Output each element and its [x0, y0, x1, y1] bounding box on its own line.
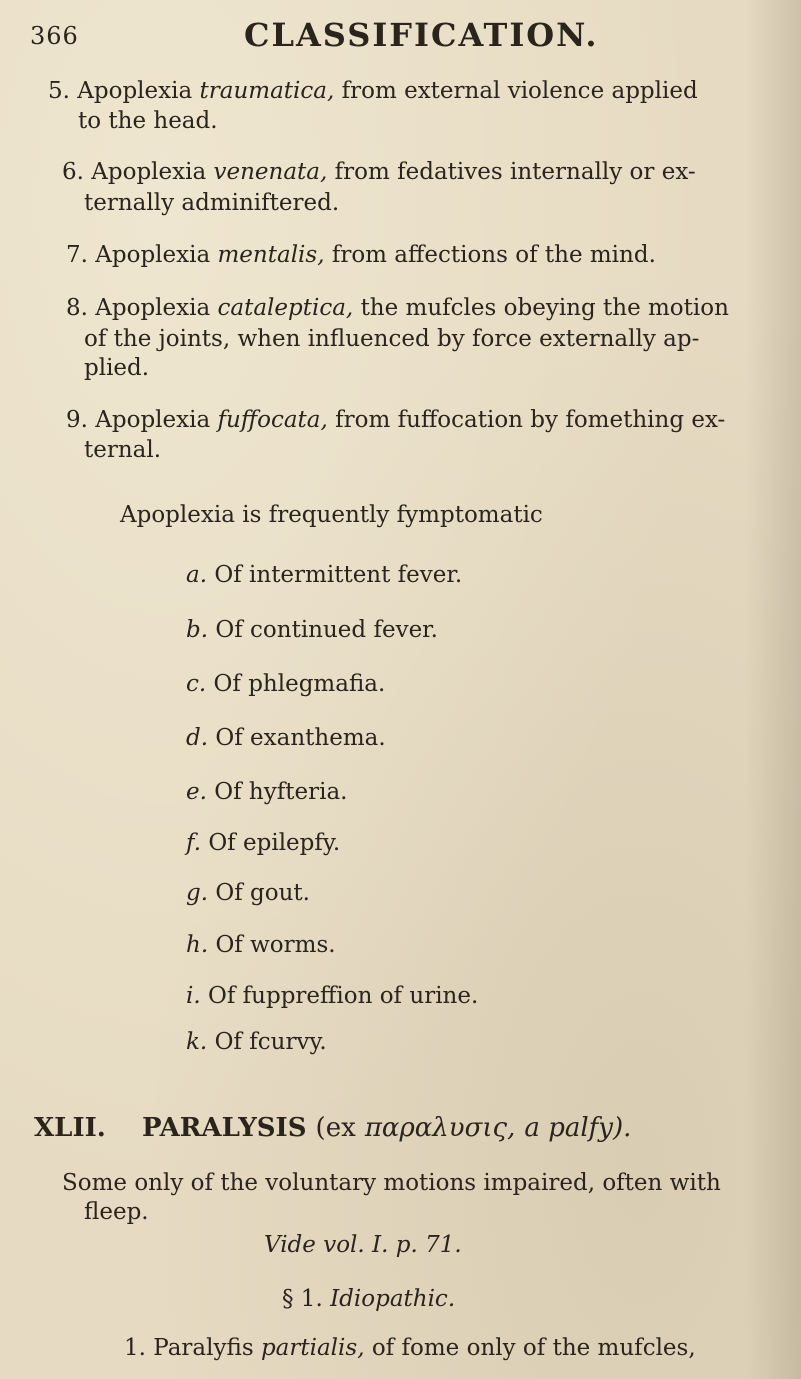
- list-letter: c.: [186, 671, 207, 697]
- running-title: CLASSIFICATION.: [244, 16, 599, 54]
- item-7-line1: [66, 242, 656, 268]
- subsection-heading: [282, 1286, 455, 1312]
- item-8-line3: plied.: [84, 355, 150, 381]
- list-text: Of exanthema.: [215, 725, 386, 751]
- item-text: from external violence applied: [341, 78, 698, 104]
- list-letter: f.: [186, 830, 202, 856]
- list-letter: d.: [186, 725, 209, 751]
- item-9-line1: [66, 407, 725, 433]
- section-title: PARALYSIS: [141, 1113, 307, 1143]
- section-heading: [34, 1113, 631, 1143]
- item-kind: mentalis,: [217, 242, 325, 268]
- item-number: 9.: [66, 407, 88, 433]
- list-item: [186, 983, 478, 1009]
- item-text: the mufcles obeying the motion: [360, 295, 729, 321]
- subsection-mark: § 1.: [282, 1286, 323, 1312]
- item-6-line2: ternally adminiftered.: [84, 190, 340, 216]
- item-text: from affections of the mind.: [331, 242, 656, 268]
- list-text: Of fcurvy.: [214, 1029, 327, 1055]
- list-text: Of continued fever.: [215, 617, 438, 643]
- item-number: 7.: [66, 242, 88, 268]
- item-number: 1.: [124, 1335, 146, 1361]
- item-kind: traumatica,: [199, 78, 335, 104]
- list-item: [186, 725, 386, 751]
- list-item: [186, 1029, 327, 1055]
- item-5-line2: to the head.: [78, 108, 218, 134]
- section-numeral: XLII.: [34, 1113, 106, 1143]
- item-5-line1: [48, 78, 698, 104]
- item-name: Apoplexia: [77, 78, 193, 104]
- item-kind: cataleptica,: [217, 295, 354, 321]
- list-item: [186, 617, 438, 643]
- item-9-line2: ternal.: [84, 437, 162, 463]
- list-text: Of fuppreffion of urine.: [207, 983, 479, 1009]
- list-text: Of phlegmafia.: [213, 671, 386, 697]
- item-name: Apoplexia: [95, 242, 211, 268]
- list-item: [186, 830, 340, 856]
- list-letter: a.: [186, 562, 208, 588]
- subsection-title: Idiopathic.: [330, 1286, 456, 1312]
- cross-reference: Vide vol. I. p. 71.: [264, 1232, 462, 1258]
- list-letter: h.: [186, 932, 209, 958]
- item-number: 5.: [48, 78, 70, 104]
- item-text: of fome only of the mufcles,: [371, 1335, 696, 1361]
- item-number: 6.: [62, 159, 84, 185]
- list-text: Of hyfteria.: [214, 779, 348, 805]
- section-paren: (ex: [315, 1113, 356, 1143]
- item-name: Paralyfis: [153, 1335, 254, 1361]
- symptomatic-intro: Apoplexia is frequently fymptomatic: [120, 502, 543, 528]
- list-text: Of intermittent fever.: [214, 562, 463, 588]
- list-letter: k.: [186, 1029, 208, 1055]
- section-definition-line1: Some only of the voluntary motions impaired, often with: [62, 1170, 721, 1196]
- item-6-line1: [62, 159, 696, 185]
- list-text: Of worms.: [215, 932, 336, 958]
- list-letter: e.: [186, 779, 207, 805]
- list-item: [186, 932, 336, 958]
- list-item: [186, 671, 385, 697]
- item-kind: venenata,: [213, 159, 328, 185]
- section-greek: παραλυσις,: [364, 1113, 516, 1143]
- list-letter: i.: [186, 983, 201, 1009]
- item-text: from fedatives internally or ex-: [334, 159, 696, 185]
- page-number: 366: [30, 22, 79, 50]
- section-item-1: [124, 1335, 696, 1361]
- list-letter: g.: [186, 880, 209, 906]
- list-item: [186, 880, 310, 906]
- item-number: 8.: [66, 295, 88, 321]
- item-8-line1: [66, 295, 729, 321]
- item-name: Apoplexia: [91, 159, 207, 185]
- list-text: Of epilepfy.: [208, 830, 341, 856]
- item-name: Apoplexia: [95, 295, 211, 321]
- list-text: Of gout.: [215, 880, 310, 906]
- item-text: from fuffocation by fomething ex-: [335, 407, 726, 433]
- item-8-line2: of the joints, when influenced by force externally ap-: [84, 326, 700, 352]
- item-name: Apoplexia: [95, 407, 211, 433]
- list-letter: b.: [186, 617, 209, 643]
- section-gloss: a palfy).: [524, 1113, 632, 1143]
- list-item: [186, 562, 462, 588]
- section-definition-line2: fleep.: [84, 1199, 149, 1225]
- item-kind: fuffocata,: [217, 407, 328, 433]
- list-item: [186, 779, 347, 805]
- item-kind: partialis,: [260, 1335, 365, 1361]
